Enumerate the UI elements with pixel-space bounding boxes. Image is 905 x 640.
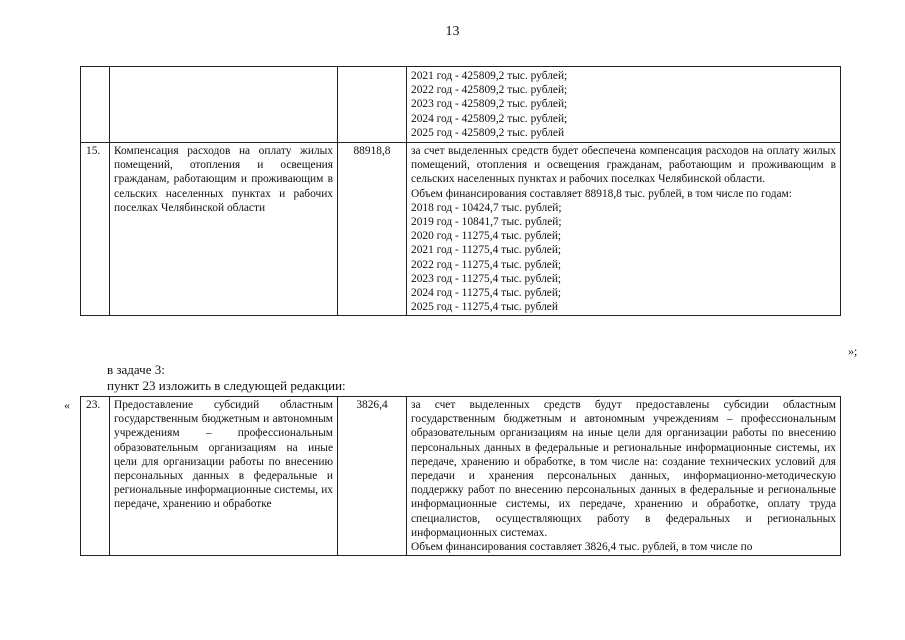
opening-quote: «	[64, 398, 70, 412]
row-description: за счет выделенных средств будут предоставлены субсидии областным государственным бюджетным и автономным учреждениям – профессиональным образовательным организациям на иные цели для организации работы по внесению персональных данных в федеральные и региональные информационные системы, их передаче, хранению и обработке, в том числе на: создание технических условий для передачи и хранения персональных данных, информационно-методическую поддержку работ по внесению персональных данных в федеральные и региональные информационные системы, их передаче, хранению и обработке, оплату труда специалистов, осуществляющих работу в федеральных и региональных информационных системах.	[411, 399, 836, 539]
row-name: Предоставление субсидий областным государственным бюджетным и автономным учреждениям – профессиональным образовательным организациям на иные цели для организации работы по внесению персональных данных в федеральные и региональные информационные системы, их передаче, хранению и обработке	[110, 397, 338, 556]
row-name-cell	[110, 67, 338, 143]
section-task-heading: в задаче 3:	[107, 362, 165, 377]
row-financing: Объем финансирования составляет 88918,8 тыс. рублей, в том числе по годам:	[411, 187, 792, 200]
year-line: 2019 год - 10841,7 тыс. рублей;	[411, 216, 562, 229]
program-table-top	[80, 66, 841, 316]
row-number: 15.	[81, 143, 110, 316]
row-amount: 88918,8	[338, 143, 407, 316]
year-line: 2020 год - 11275,4 тыс. рублей;	[411, 230, 562, 243]
row-number-cell	[81, 67, 110, 143]
year-line: 2021 год - 425809,2 тыс. рублей;	[411, 70, 568, 82]
row-description: за счет выделенных средств будет обеспечена компенсация расходов на оплату жилых помещений, отопления и освещения гражданам, работающим и проживающим в сельских населенных пунктах и рабочих поселках Челябинской области.	[411, 145, 836, 186]
closing-quote: »;	[848, 344, 858, 358]
page-number: 13	[445, 24, 460, 39]
row-amount-cell	[338, 67, 407, 143]
table-row	[81, 67, 841, 143]
year-line: 2018 год - 10424,7 тыс. рублей;	[411, 201, 562, 214]
year-line: 2023 год - 425809,2 тыс. рублей;	[411, 98, 568, 111]
program-table-bottom	[80, 396, 841, 556]
row-name: Компенсация расходов на оплату жилых помещений, отопления и освещения гражданам, работающим и проживающим в сельских населенных пунктах и рабочих поселках Челябинской области	[110, 143, 338, 316]
year-line: 2022 год - 11275,4 тыс. рублей;	[411, 258, 562, 271]
year-line: 2024 год - 425809,2 тыс. рублей;	[411, 112, 568, 125]
year-line: 2025 год - 11275,4 тыс. рублей	[411, 301, 558, 314]
section-point-heading: пункт 23 изложить в следующей редакции:	[107, 378, 346, 393]
year-line: 2023 год - 11275,4 тыс. рублей;	[411, 272, 562, 285]
row-description-cell	[407, 67, 841, 143]
row-number: 23.	[81, 397, 110, 556]
table-row	[81, 397, 841, 556]
year-line: 2024 год - 11275,4 тыс. рублей;	[411, 287, 562, 300]
table-row	[81, 143, 841, 316]
row-financing: Объем финансирования составляет 3826,4 тыс. рублей, в том числе по	[411, 541, 753, 554]
year-line: 2022 год - 425809,2 тыс. рублей;	[411, 84, 568, 97]
year-line: 2025 год - 425809,2 тыс. рублей	[411, 126, 565, 139]
row-description-cell	[407, 397, 841, 556]
row-description-cell	[407, 143, 841, 316]
year-line: 2021 год - 11275,4 тыс. рублей;	[411, 244, 562, 257]
row-amount: 3826,4	[338, 397, 407, 556]
